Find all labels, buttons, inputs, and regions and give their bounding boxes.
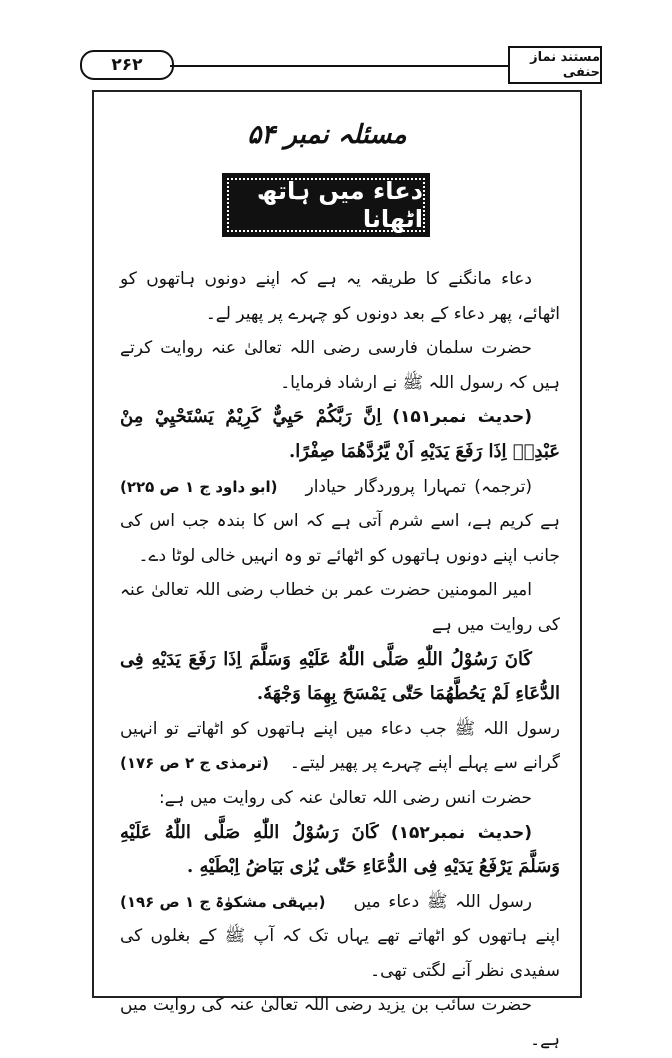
hadith-152 — [120, 816, 560, 911]
paragraph-method: دعاء مانگنے کا طریقہ یہ ہے کہ اپنے دونوں ہاتھوں کو اٹھائے، پھر دعاء کے بعد دونوں کو چہرے پر پھیر لے۔ — [120, 269, 560, 324]
page-number: ۲۶۲ — [80, 50, 174, 80]
umar-arabic: کَانَ رَسُوْلُ اللّٰهِ صَلَّى اللّٰهُ عَلَيْهِ وَسَلَّمَ اِذَا رَفَعَ يَدَيْهِ فِی الدُّعَاءِ لَمْ يَحُطَّهُمَا حَتّٰى يَمْسَحَ بِهِمَا وَجْهَهٗ. — [120, 648, 560, 705]
hadith-151-ref: (ابو داود ج ۱ ص ۲۲۵) — [120, 477, 278, 496]
hadith-151 — [120, 400, 560, 496]
chapter-title-box — [222, 173, 430, 237]
hadith-152-label: (حدیث نمبر۱۵۲) — [390, 822, 532, 843]
anas-intro: حضرت انس رضی اللہ تعالیٰ عنہ کی روایت میں ہے: — [158, 787, 532, 808]
masala-number: مسئلہ نمبر ۵۴ — [247, 120, 407, 150]
hadith-151-arabic: اِنَّ رَبَّکُمْ حَيِيٌّ کَرِيْمٌ يَسْتَحْيِيْ مِنْ عَبْدِهٖ اِذَا رَفَعَ يَدَيْهِ اَنْ يَّرُدَّهُمَا صِفْرًا. — [120, 406, 560, 462]
umar-ref: (ترمذی ج ۲ ص ۱۷۶) — [120, 754, 269, 773]
tarjama: (ترجمہ) تمہارا پروردگار حیادار ہے کریم ہے، اسے شرم آتی ہے کہ اس کا بندہ جب اس کی جانب اپنے دونوں ہاتھوں کو اٹھائے تو وہ انہیں خالی لوٹا دے۔ — [120, 476, 560, 566]
running-head: مستند نماز حنفی — [508, 46, 602, 84]
saib-intro: حضرت سائب بن یزید رضی اللہ تعالیٰ عنہ کی روایت میں ہے۔ — [120, 995, 560, 1051]
umar-translation: رسول اللہ ﷺ جب دعاء میں اپنے ہاتھوں کو اٹھاتے تو انہیں گرانے سے پہلے اپنے چہرے پر پھیر لیتے۔ — [120, 718, 560, 774]
paragraph-salman: حضرت سلمان فارسی رضی اللہ تعالیٰ عنہ روایت کرتے ہیں کہ رسول اللہ ﷺ نے ارشاد فرمایا۔ — [120, 338, 560, 393]
hadith-152-arabic: کَانَ رَسُوْلُ اللّٰهِ صَلَّى اللّٰهُ عَلَيْهِ وَسَلَّمَ يَرْفَعُ يَدَيْهِ فِی الدُّعَاءِ حَتّٰى يُرٰى بَيَاضُ اِبْطَيْهِ . — [120, 821, 560, 878]
header-rule — [170, 65, 508, 67]
hadith-151-label: (حدیث نمبر۱۵۱) — [392, 407, 533, 428]
anas-translation: رسول اللہ ﷺ دعاء میں اپنے ہاتھوں کو اٹھاتے تھے یہاں تک کہ آپ ﷺ کے بغلوں کی سفیدی نظر آنے لگتی تھی۔ — [120, 891, 560, 981]
hadith-152-ref: (بیہقی مشکوٰۃ ج ۱ ص ۱۹۶) — [120, 892, 326, 911]
umar-translation-block — [120, 712, 560, 781]
body-text — [120, 262, 560, 1058]
chapter-title: دعاء میں ہاتھ اٹھانا — [227, 178, 425, 232]
umar-intro: امیر المومنین حضرت عمر بن خطاب رضی اللہ تعالیٰ عنہ کی روایت میں ہے — [120, 580, 560, 635]
